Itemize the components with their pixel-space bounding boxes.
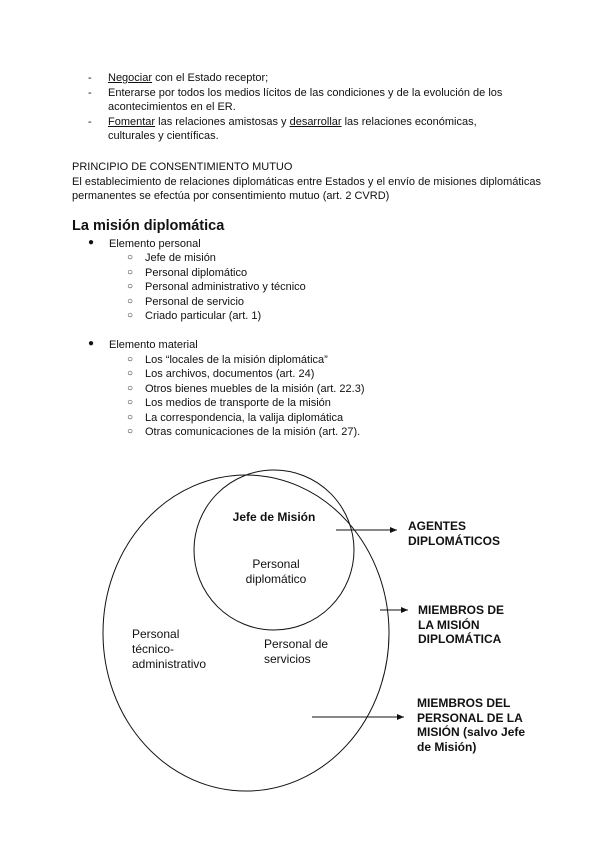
personal-item-label: Personal diplomático	[145, 266, 248, 279]
circle-bullet-icon: ○	[127, 368, 134, 379]
circle-bullet-icon: ○	[127, 353, 134, 365]
material-item-label: Los archivos, documentos (art. 24)	[145, 368, 315, 380]
circle-bullet-icon: ○	[127, 295, 134, 307]
personal-servicios-label: Personal de servicios	[264, 637, 329, 666]
principle-heading: PRINCIPIO DE CONSENTIMIENTO MUTUO	[72, 161, 293, 173]
inner-circle	[194, 470, 354, 630]
material-item-label: Los medios de transporte de la misión	[145, 397, 331, 409]
material-item-label: Los “locales de la misión diplomática”	[145, 353, 328, 366]
miembros-personal-label: MIEMBROS DEL PERSONAL DE LA MISIÓN (salvo Jefe de Misión)	[417, 696, 526, 754]
personal-tecnico-label: Personal técnico-administrativo	[132, 627, 207, 671]
fomentar-mid: las relaciones amistosas y	[155, 115, 290, 128]
personal-item-label: Personal administrativo y técnico	[145, 281, 306, 293]
circle-bullet-icon: ○	[127, 382, 134, 394]
material-item-label: Otros bienes muebles de la misión (art. 22.3)	[145, 382, 365, 395]
personal-item-label: Personal de servicio	[145, 295, 245, 308]
element-material-label: Elemento material	[109, 339, 198, 351]
circle-bullet-icon: ○	[127, 266, 134, 278]
desarrollar-word: desarrollar	[289, 115, 342, 128]
bullet-icon: ●	[88, 237, 95, 248]
personal-item-label: Criado particular (art. 1)	[145, 310, 262, 322]
negociar-word: Negociar	[108, 72, 153, 84]
dash-mark: -	[88, 115, 92, 128]
circle-bullet-icon: ○	[127, 281, 134, 292]
personal-item-label: Jefe de misión	[145, 252, 216, 264]
circle-bullet-icon: ○	[127, 426, 134, 437]
circle-bullet-icon: ○	[127, 397, 134, 408]
circle-bullet-icon: ○	[127, 310, 134, 321]
principle-body: El establecimiento de relaciones diplomáticas entre Estados y el envío de misiones diplomáticas permanentes se efectúa por consentimiento mutuo (art. 2 CVRD)	[72, 175, 541, 202]
miembros-mision-label: MIEMBROS DE LA MISIÓN DIPLOMÁTICA	[418, 603, 505, 646]
fomentar-rest: las relaciones económicas, culturales y científicas.	[108, 115, 477, 142]
material-item-label: Otras comunicaciones de la misión (art. 27).	[145, 426, 361, 438]
element-personal-label: Elemento personal	[109, 238, 201, 250]
personal-diplomatico-label: Personal diplomático	[245, 557, 307, 586]
enterarse-text: Enterarse por todos los medios lícitos de las condiciones y de la evolución de los acontecimientos en el ER.	[108, 86, 503, 113]
dash-mark: -	[88, 86, 92, 99]
negociar-rest: con el Estado receptor;	[152, 72, 269, 84]
dash-mark: -	[88, 72, 92, 84]
jefe-mision-label: Jefe de Misión	[232, 510, 316, 524]
bullet-icon: ●	[88, 338, 95, 349]
section-title: La misión diplomática	[72, 218, 225, 234]
circle-bullet-icon: ○	[127, 411, 134, 423]
agentes-diplomaticos-label: AGENTES DIPLOMÁTICOS	[408, 519, 500, 548]
circle-bullet-icon: ○	[127, 252, 134, 263]
fomentar-word: Fomentar	[108, 115, 156, 128]
material-item-label: La correspondencia, la valija diplomática	[145, 411, 344, 424]
